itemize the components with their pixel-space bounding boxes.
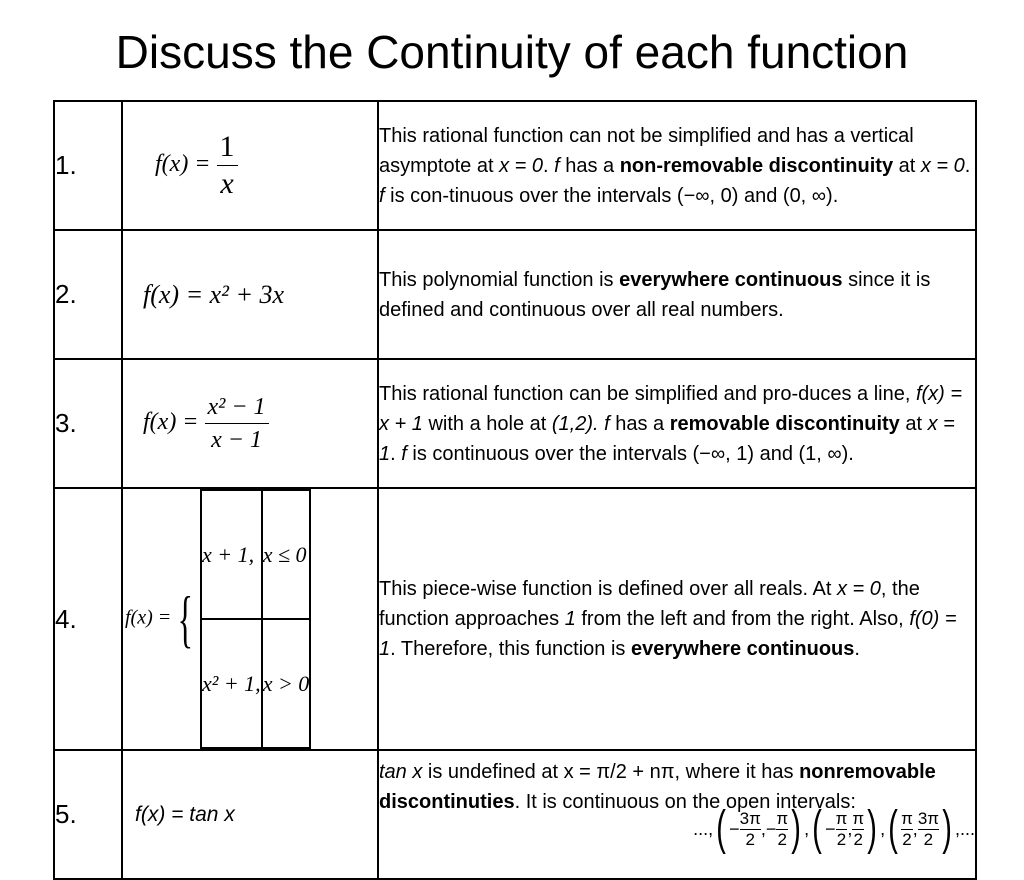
fraction-denominator: 2 <box>918 829 939 850</box>
formula-lhs: f(x) = <box>155 151 211 178</box>
fraction-denominator: 2 <box>777 829 787 849</box>
fraction-numerator: x² − 1 <box>207 394 266 420</box>
interval-ellipsis: ..., <box>693 819 714 839</box>
slide-title: Discuss the Continuity of each function <box>115 26 909 78</box>
fraction-denominator: 2 <box>902 829 912 849</box>
text-span: with a hole at <box>422 412 552 435</box>
function-formula <box>122 230 378 359</box>
explanation-text <box>378 359 976 488</box>
table-row <box>54 230 976 359</box>
fraction-denominator: 2 <box>853 829 863 849</box>
text-span: has a <box>559 154 620 177</box>
text-span: f <box>379 184 385 207</box>
text-span: f(0) = 1 <box>379 608 957 660</box>
key-term: nonremovable discontinuties <box>379 761 936 813</box>
continuity-table <box>53 100 977 880</box>
table-row <box>54 488 976 750</box>
interval-comma: , <box>880 819 886 839</box>
text-span: This polynomial function is <box>379 268 620 291</box>
text-span: . Therefore, this function is <box>390 638 631 660</box>
interval-fraction <box>740 809 761 850</box>
explanation-text <box>378 750 976 879</box>
key-term: non-removable discontinuity <box>619 154 894 177</box>
interval-comma: , <box>912 819 918 839</box>
text-span: . It is continuous on the open intervals: <box>514 791 856 813</box>
text-span: . <box>542 154 555 177</box>
left-brace: { <box>177 583 194 654</box>
formula-fraction <box>205 391 269 456</box>
text-span: x = 1 <box>379 412 955 465</box>
minus-sign: − <box>765 819 777 839</box>
text-span: This rational function can not be simplified and has a vertical asymptote at <box>379 124 914 177</box>
function-formula <box>122 750 378 879</box>
row-number: 2. <box>54 230 122 359</box>
fraction-numerator: 1 <box>219 130 235 163</box>
interval-comma: , <box>847 819 853 839</box>
formula-text: f(x) = tan x <box>135 802 235 826</box>
open-paren: ( <box>812 802 822 855</box>
text-span: x = 0 <box>920 154 965 177</box>
text-span: f <box>554 154 560 177</box>
text-span: This piece-wise function is defined over all reals. At <box>379 578 837 600</box>
fraction-denominator: x − 1 <box>205 423 269 456</box>
fraction-numerator: 3π <box>739 808 761 828</box>
open-paren: ( <box>716 802 726 855</box>
close-paren: ) <box>867 802 877 855</box>
fraction-numerator: 3π <box>917 808 939 828</box>
fraction-numerator: π <box>901 808 913 828</box>
fraction-numerator: π <box>835 808 848 828</box>
case-condition: x > 0 <box>262 619 311 748</box>
minus-sign: − <box>825 819 836 839</box>
text-span: from the left and from the right. Also, <box>575 608 910 630</box>
function-formula <box>122 488 378 750</box>
text-span: f(x) = x + 1 <box>379 382 963 435</box>
key-term: removable discontinuity <box>669 412 900 435</box>
interval-fraction <box>901 809 913 850</box>
text-span: (1,2). f <box>551 412 610 435</box>
text-span: This rational function can be simplified and pro-duces a line, <box>379 382 916 405</box>
row-number: 3. <box>54 359 122 488</box>
row-number: 5. <box>54 750 122 879</box>
interval-fraction <box>776 809 788 850</box>
table-row <box>54 750 976 879</box>
formula-lhs: f(x) = <box>143 409 199 436</box>
formula-lhs: f(x) = <box>125 606 172 629</box>
fraction-denominator: 2 <box>740 829 761 850</box>
text-span: is continuous over the intervals (−∞, 1) and (1, ∞). <box>406 442 854 465</box>
explanation-text <box>378 101 976 230</box>
close-paren: ) <box>791 802 801 855</box>
text-span: x = 0 <box>837 578 881 600</box>
key-term: everywhere continuous <box>630 638 855 660</box>
text-span: at <box>893 154 921 177</box>
interval-fraction <box>918 809 939 850</box>
close-paren: ) <box>942 802 952 855</box>
text-span: since it is defined and continuous over all real numbers. <box>379 268 931 321</box>
function-formula <box>122 359 378 488</box>
case-condition: x ≤ 0 <box>262 490 311 619</box>
fraction-denominator: 2 <box>836 829 847 849</box>
row-number: 1. <box>54 101 122 230</box>
open-paren: ( <box>888 802 898 855</box>
case-row <box>201 619 310 748</box>
interval-fraction <box>836 809 848 850</box>
fraction-numerator: π <box>776 808 789 828</box>
table-row <box>54 101 976 230</box>
formula-fraction <box>217 129 238 202</box>
explanation-text <box>378 230 976 359</box>
formula-text: f(x) = x² + 3x <box>143 279 285 309</box>
text-span: is con-tinuous over the intervals (−∞, 0) and (0, ∞). <box>384 184 839 207</box>
case-expression: x² + 1, <box>201 619 262 748</box>
text-span: . <box>854 638 860 660</box>
text-span: at <box>899 412 928 435</box>
explanation-text <box>378 488 976 750</box>
table-row <box>54 359 976 488</box>
text-span: . <box>964 154 971 177</box>
interval-comma: , <box>760 819 766 839</box>
text-span: has a <box>609 412 670 435</box>
text-span: f <box>401 442 407 465</box>
interval-fraction <box>852 809 864 850</box>
piecewise-cases <box>200 489 311 749</box>
text-span: 1 <box>564 608 576 630</box>
row-number: 4. <box>54 488 122 750</box>
minus-sign: − <box>729 819 740 839</box>
key-term: everywhere continuous <box>619 268 843 291</box>
interval-sequence <box>693 802 975 855</box>
text-span: x = 0 <box>499 154 543 177</box>
fraction-numerator: π <box>852 808 865 828</box>
interval-ellipsis: ,... <box>954 819 975 839</box>
text-span: , the function approaches <box>379 578 920 630</box>
text-span: tan x <box>379 761 423 783</box>
text-span: is undefined at x = π/2 + nπ, where it has <box>422 761 800 783</box>
interval-comma: , <box>804 819 810 839</box>
fraction-denominator: x <box>217 165 238 202</box>
function-formula <box>122 101 378 230</box>
case-expression: x + 1, <box>201 490 262 619</box>
case-row <box>201 490 310 619</box>
text-span: . <box>390 442 402 465</box>
